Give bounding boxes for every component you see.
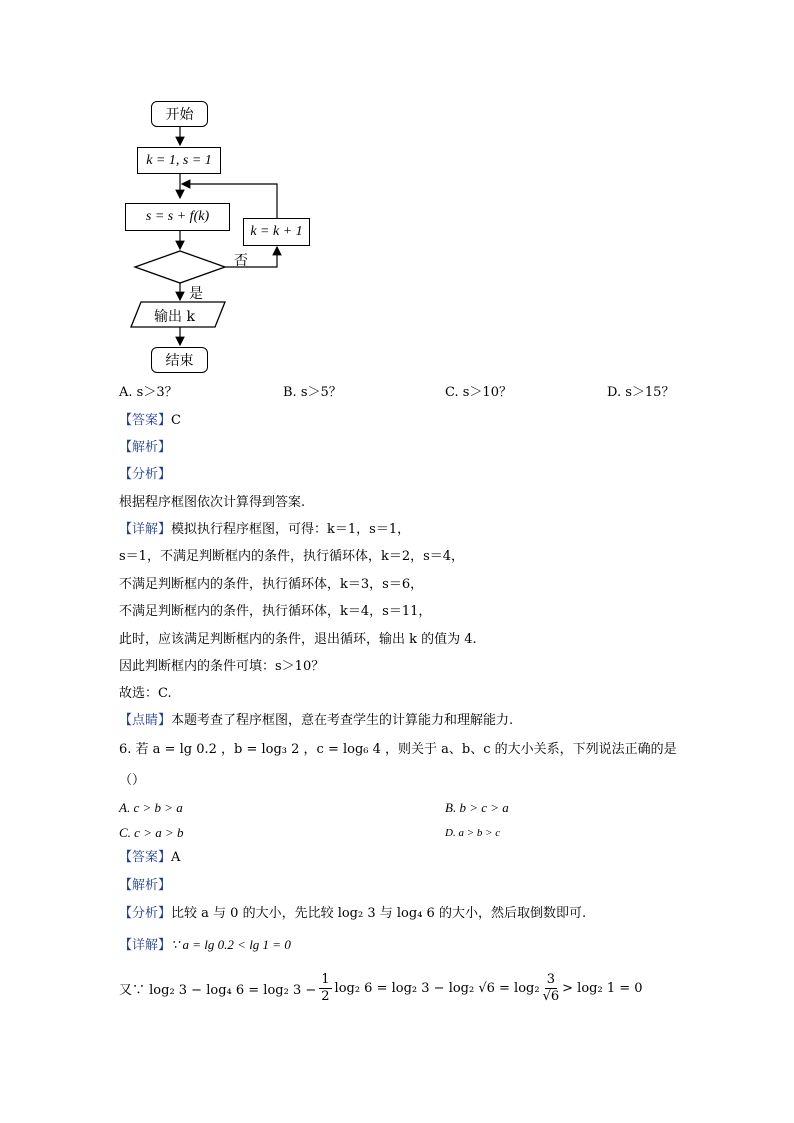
q5-detail-1: s＝1，不满足判断框内的条件，执行循环体，k＝2，s＝4， [119, 549, 465, 564]
flowchart-connectors [0, 0, 794, 380]
q6-option-c: C. c > a > b [119, 825, 184, 840]
q6-detail-2: 又∵ log₂ 3 − log₄ 6 = log₂ 3 − $\frac{1}{2}$ log₂ 6 = log₂ 3 − log₂ √6 = log₂ 3 √6 > log₂ 1 = 0 [119, 971, 643, 1004]
q6-option-d: D. a > b > c [445, 827, 501, 839]
q5-jiexi: 【解析】 [119, 440, 172, 455]
q5-option-b: B. s＞5？ [283, 385, 342, 400]
q5-option-a: A. s＞3？ [119, 385, 178, 400]
answer-tag: 【答案】 [119, 413, 172, 428]
flowchart-start: 开始 [151, 101, 208, 127]
q6-detail-1: 【详解】∵ a = lg 0.2 < lg 1 = 0 [119, 937, 291, 953]
q6-fenxi: 【分析】比较 a 与 0 的大小，先比较 log₂ 3 与 log₄ 6 的大小，然后取倒数即可. [119, 906, 587, 921]
q6-paren: （） [119, 773, 146, 788]
flowchart-init: k = 1, s = 1 [137, 147, 221, 174]
q5-option-d: D. s＞15？ [607, 385, 675, 400]
q5-dianjing: 【点睛】本题考查了程序框图，意在考查学生的计算能力和理解能力. [119, 713, 514, 728]
flowchart-output: 输出 k [154, 309, 195, 325]
q5-detail-3: 不满足判断框内的条件，执行循环体，k＝4，s＝11， [119, 604, 432, 619]
q6-option-a: A. c > b > a [119, 800, 183, 815]
flowchart-update: s = s + f(k) [125, 203, 230, 231]
q5-detail-6: 故选：C. [119, 686, 172, 701]
fraction-half: $\frac{1}{2}$ [321, 971, 330, 1004]
flowchart-increment: k = k + 1 [243, 218, 310, 246]
flowchart-yes-label: 是 [189, 286, 203, 302]
q5-detail-2: 不满足判断框内的条件，执行循环体，k＝3，s＝6， [119, 577, 424, 592]
q6-option-b: B. b > c > a [445, 800, 509, 815]
flowchart-end: 结束 [151, 347, 208, 373]
flowchart-no-label: 否 [234, 253, 248, 269]
q5-fenxi: 根据程序框图依次计算得到答案. [119, 495, 306, 510]
fraction-3-over-sqrt6: 3 √6 [542, 971, 560, 1004]
q6-jiexi: 【解析】 [119, 878, 172, 893]
q6-answer: 【答案】A [119, 850, 181, 865]
q5-answer: 【答案】C [119, 413, 181, 428]
q6-stem: 6. 若 a = lg 0.2 ，b = log₃ 2 ，c = log₆ 4 ，则关于 a、b、c 的大小关系，下列说法正确的是 [119, 742, 677, 757]
q5-fenxi-tag: 【分析】 [119, 467, 172, 482]
q5-option-c: C. s＞10？ [445, 385, 512, 400]
q5-detail-0: 【详解】模拟执行程序框图，可得：k＝1，s＝1， [119, 522, 411, 537]
q5-detail-4: 此时，应该满足判断框内的条件，退出循环，输出 k 的值为 4. [119, 632, 477, 647]
q5-detail-5: 因此判断框内的条件可填：s＞10？ [119, 659, 325, 674]
